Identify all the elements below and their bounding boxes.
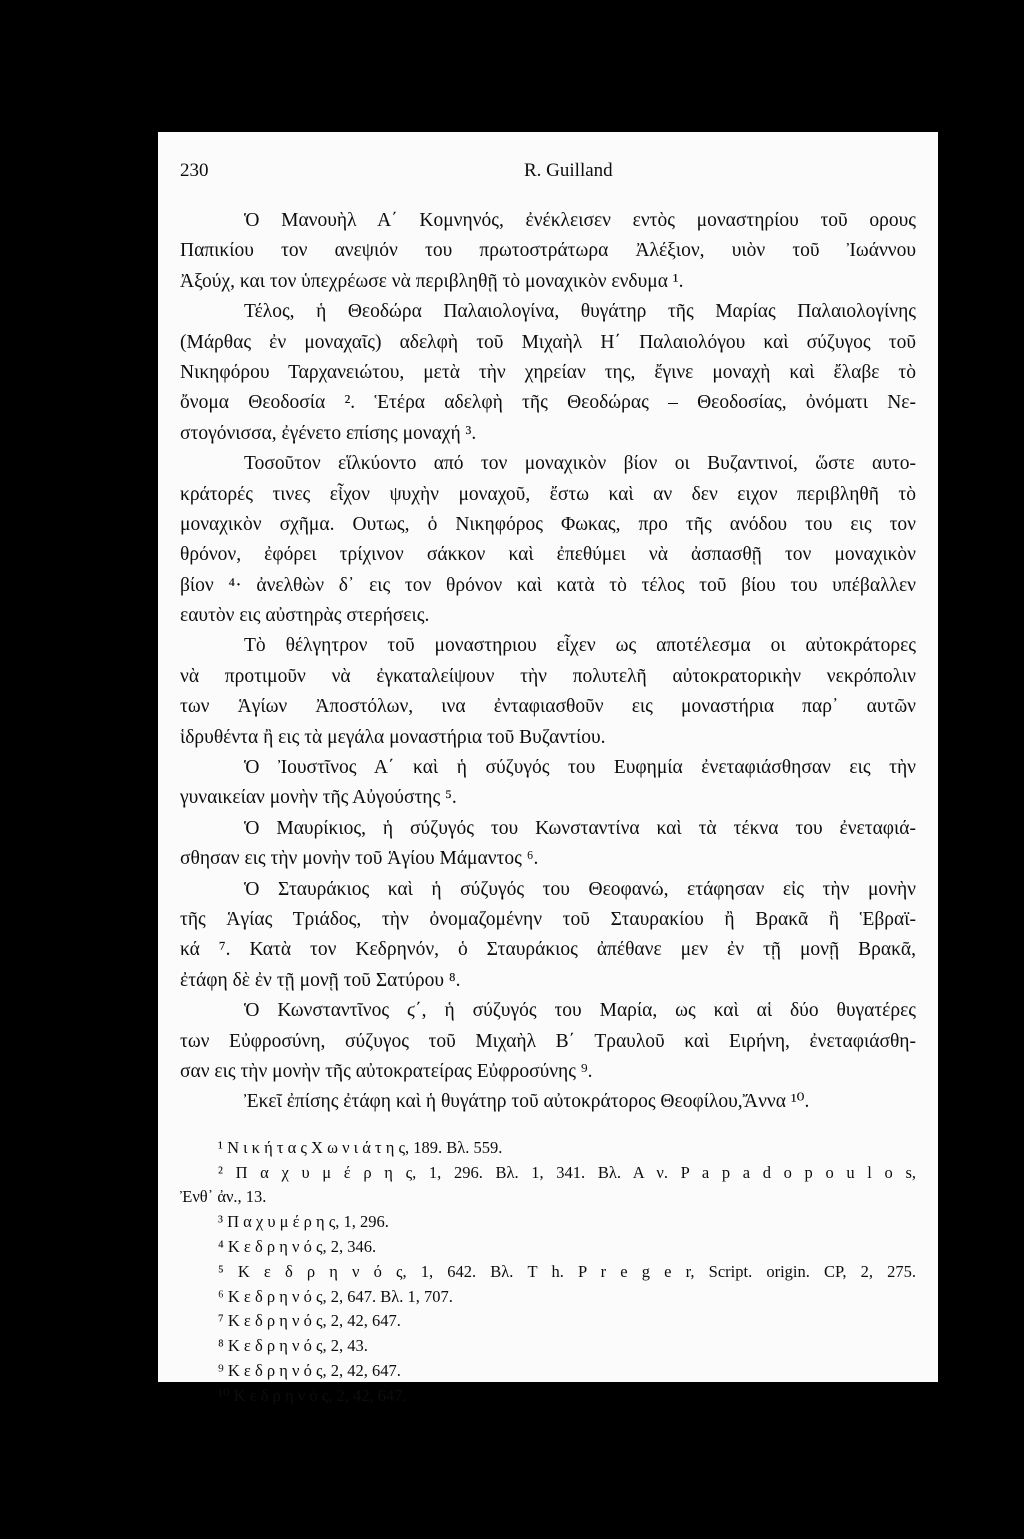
text-line: Τὸ θέλγητρον τοῦ μοναστηριου εἶχεν ως αποτέλεσμα οι αὐτοκράτορες <box>244 635 916 657</box>
text-line: κά ⁷. Κατὰ τον Κεδρηνόν, ὁ Σταυράκιος ἀπέθανε μεν ἐν τῇ μονῇ Βρακᾶ, <box>180 939 916 961</box>
text-line: ἐτάφη δὲ ἐν τῇ μονῇ τοῦ Σατύρου ⁸. <box>180 969 461 991</box>
text-line: (Μάρθας ἐν μοναχαῖς) αδελφὴ τοῦ Μιχαὴλ Η΄ Παλαιολόγου καὶ σύζυγος τοῦ <box>180 331 916 353</box>
footnote: ¹ Ν ι κ ή τ α ς Χ ω ν ι ά τ η ς, 189. Βλ. 559. <box>218 1137 503 1157</box>
footnote: ⁸ Κ ε δ ρ η ν ό ς, 2, 43. <box>218 1336 368 1356</box>
running-author: R. Guilland <box>524 160 613 181</box>
text-line: βίον ⁴· ἀνελθὼν δ᾽ εις τον θρόνον καὶ κατὰ τὸ τέλος τοῦ βίου του υπέβαλλεν <box>180 574 916 596</box>
text-line: Ὁ Μαυρίκιος, ἡ σύζυγός του Κωνσταντίνα καὶ τὰ τέκνα του ἐνεταφιά- <box>244 817 916 839</box>
text-line: στογόνισσα, ἐγένετο επίσης μοναχή ³. <box>180 422 477 444</box>
text-line: ὄνομα Θεοδοσία ². Ἑτέρα αδελφὴ τῆς Θεοδώρας – Θεοδοσίας, ὀνόματι Νε- <box>180 392 916 414</box>
text-line: ἱδρυθέντα ἢ εις τὰ μεγάλα μοναστήρια τοῦ Βυζαντίου. <box>180 726 606 748</box>
text-line: γυναικείαν μονὴν τῆς Αὐγούστης ⁵. <box>180 787 457 809</box>
footnote: ⁹ Κ ε δ ρ η ν ό ς, 2, 42, 647. <box>218 1360 401 1380</box>
text-line: Τοσοῦτον εἵλκύοντο από τον μοναχικὸν βίον οι Βυζαντινοί, ὥστε αυτο- <box>244 453 916 475</box>
text-line: θρόνον, ἐφόρει τρίχινον σάκκον καὶ ἐπεθύμει νὰ ἀσπασθῇ τον μοναχικὸν <box>180 544 916 566</box>
text-line: των Εὐφροσύνη, σύζυγος τοῦ Μιχαὴλ Β΄ Τραυλοῦ καὶ Ειρήνη, ἐνεταφιάσθη- <box>180 1030 916 1052</box>
footnote: ⁷ Κ ε δ ρ η ν ό ς, 2, 42, 647. <box>218 1311 401 1331</box>
text-line: σαν εις τὴν μονὴν τῆς αὐτοκρατείρας Εὐφροσύνης ⁹. <box>180 1060 593 1082</box>
text-line: κράτορές τινες εἶχον ψυχὴν μοναχοῦ, ἔστω καὶ αν δεν ειχον περιβληθῆ τὸ <box>180 483 916 505</box>
text-line: Ἐκεῖ ἐπίσης ἐτάφη καὶ ἡ θυγάτηρ τοῦ αὐτοκράτορος Θεοφίλου,Ἄννα ¹⁰. <box>244 1091 810 1113</box>
text-line: Ἀξούχ, και τον ὑπεχρέωσε νὰ περιβληθῇ τὸ μοναχικὸν ενδυμα ¹. <box>180 270 684 292</box>
page-number: 230 <box>180 160 209 181</box>
text-line: Παπικίου τον ανεψιόν του πρωτοστράτωρα Ἀλέξιον, υιὸν τοῦ Ἰωάννου <box>180 240 916 262</box>
text-line: σθησαν εις τὴν μονὴν τοῦ Ἁγίου Μάμαντος ⁶. <box>180 848 539 870</box>
text-line: τῆς Ἁγίας Τριάδος, τὴν ὀνομαζομένην τοῦ Σταυρακίου ἢ Βρακᾶ ἢ Ἑβραϊ- <box>180 908 916 930</box>
text-line: Ὁ Κωνσταντῖνος ϛ΄, ἡ σύζυγός του Μαρία, ως καὶ αἱ δύο θυγατέρες <box>244 1000 916 1022</box>
footnote: Ἐνθ᾽ ἀν., 13. <box>180 1187 267 1207</box>
main-text <box>180 206 916 1118</box>
footnote: ⁶ Κ ε δ ρ η ν ό ς, 2, 647. Βλ. 1, 707. <box>218 1286 453 1306</box>
footnote: ¹⁰ Κ ε δ ρ η ν ό ς, 2, 42, 647. <box>218 1385 407 1405</box>
running-header <box>180 160 916 192</box>
footnote: ² Π α χ υ μ έ ρ η ς, 1, 296. Βλ. 1, 341. Βλ. Α ν. P a p a d o p o u l o s, <box>218 1162 916 1182</box>
text-line: νὰ προτιμοῦν νὰ ἐγκαταλείψουν τὴν πολυτελῆ αὐτοκρατορικὴν νεκρόπολιν <box>180 665 916 687</box>
text-line: Ὁ Σταυράκιος καὶ ἡ σύζυγός του Θεοφανώ, ετάφησαν εἰς τὴν μονὴν <box>244 878 916 900</box>
text-line: μοναχικὸν σχῆμα. Ουτως, ὁ Νικηφόρος Φωκας, προ τῆς ανόδου του εις τον <box>180 513 916 535</box>
text-line: Νικηφόρου Ταρχανειώτου, μετὰ τὴν χηρείαν της, ἔγινε μοναχὴ καὶ ἔλαβε τὸ <box>180 361 916 383</box>
text-line: εαυτὸν εις αὐστηρὰς στερήσεις. <box>180 605 430 627</box>
text-line: Τέλος, ἡ Θεοδώρα Παλαιολογίνα, θυγάτηρ τῆς Μαρίας Παλαιολογίνης <box>244 301 916 323</box>
text-line: των Ἁγίων Ἀποστόλων, ινα ἐνταφιασθοῦν εις μοναστήρια παρ᾽ αυτῶν <box>180 696 916 718</box>
footnote: ³ Π α χ υ μ έ ρ η ς, 1, 296. <box>218 1212 389 1232</box>
footnotes <box>180 1136 916 1409</box>
text-line: Ὁ Μανουὴλ Α΄ Κομνηνός, ἐνέκλεισεν εντὸς μοναστηρίου τοῦ ορους <box>244 210 916 231</box>
text-block <box>180 160 916 1408</box>
text-line: Ὁ Ἰουστῖνος Α΄ καὶ ἡ σύζυγός του Ευφημία ἐνεταφιάσθησαν εις τὴν <box>244 757 916 779</box>
footnote: ⁴ Κ ε δ ρ η ν ό ς, 2, 346. <box>218 1236 377 1256</box>
footnote: ⁵ Κ ε δ ρ η ν ό ς, 1, 642. Βλ. T h. P r e g e r, Script. origin. CP, 2, 275. <box>218 1261 916 1281</box>
